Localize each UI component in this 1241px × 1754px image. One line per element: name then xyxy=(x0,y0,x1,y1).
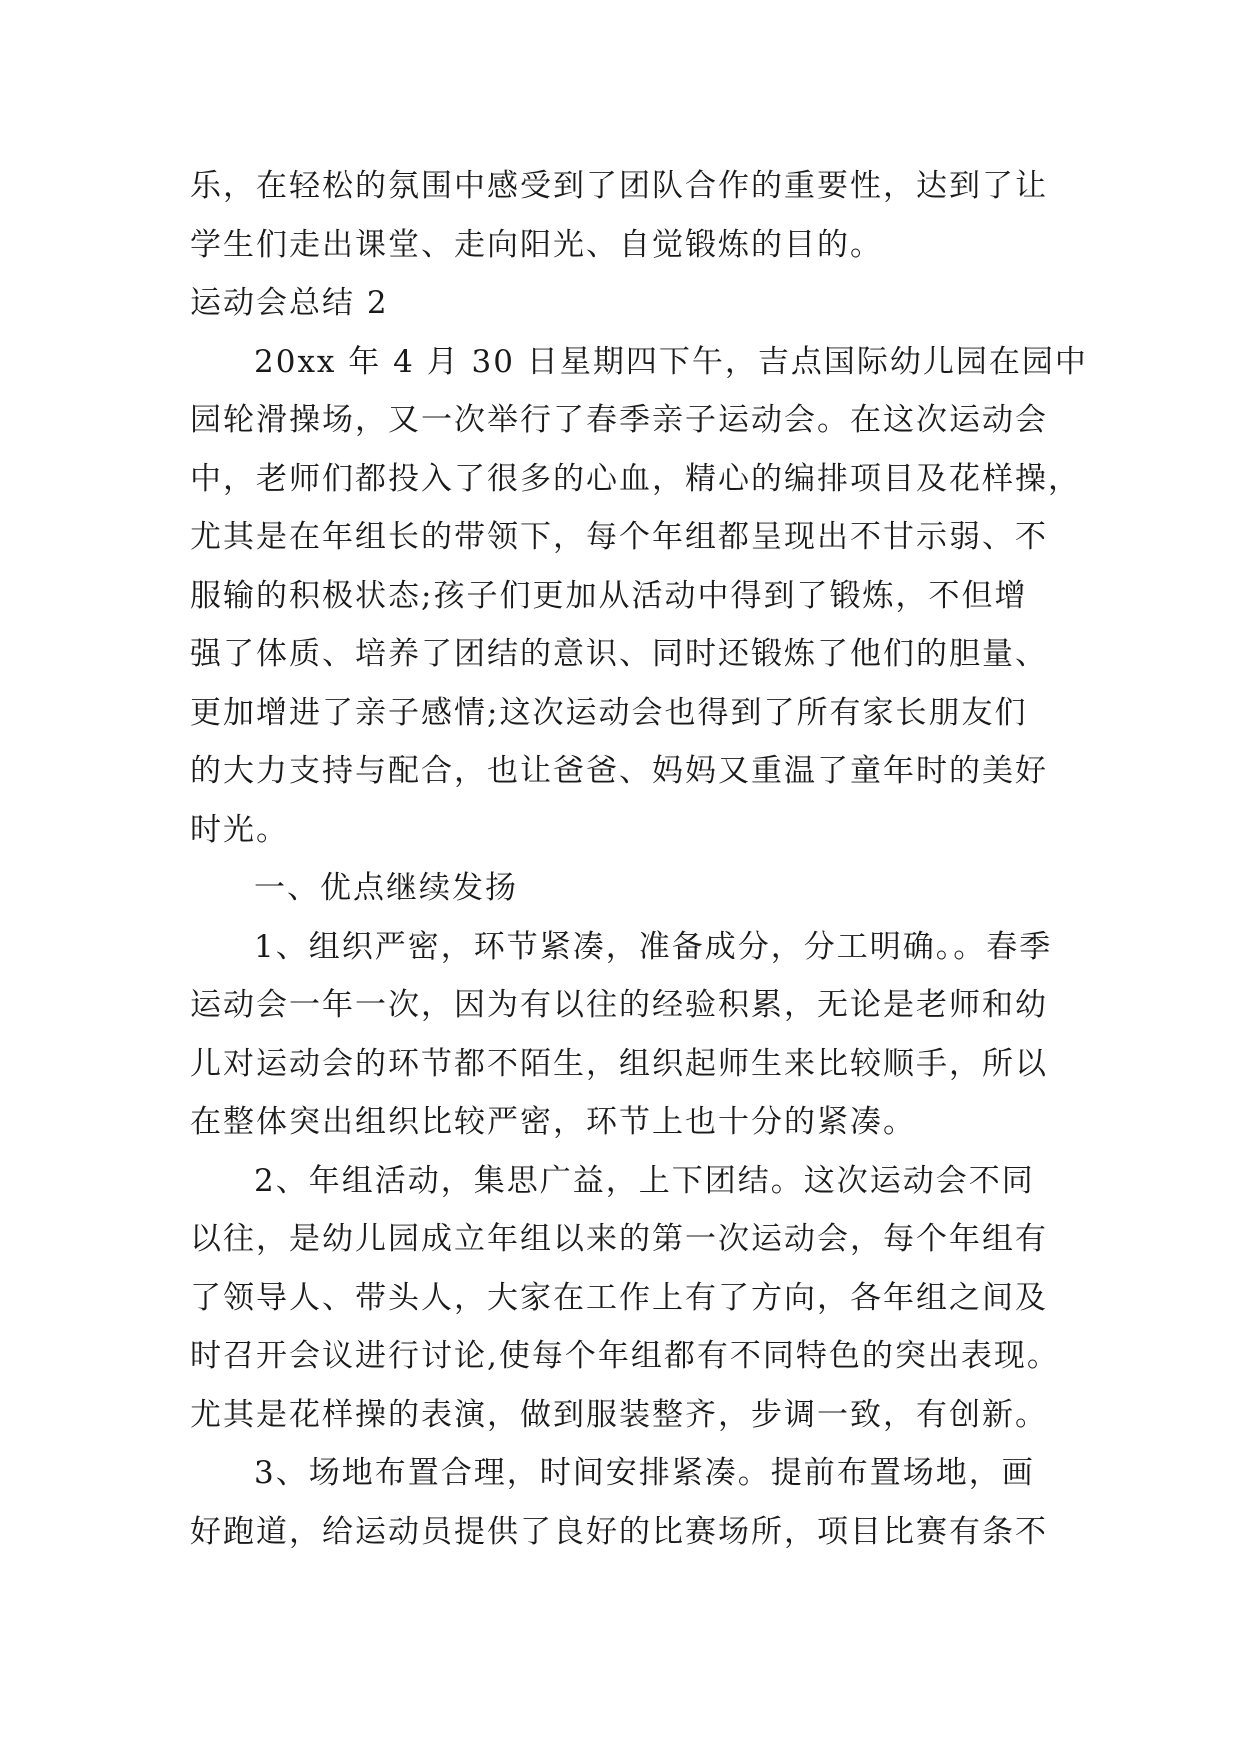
text-line: 园轮滑操场，又一次举行了春季亲子运动会。在这次运动会 xyxy=(190,402,1048,438)
text-line: 的大力支持与配合，也让爸爸、妈妈又重温了童年时的美好 xyxy=(190,753,1048,789)
text-line: 好跑道，给运动员提供了良好的比赛场所，项目比赛有条不 xyxy=(190,1514,1048,1550)
text-line: 运动会一年一次，因为有以往的经验积累，无论是老师和幼 xyxy=(190,987,1048,1023)
section-title: 运动会总结 2 xyxy=(190,285,389,321)
text-line: 尤其是在年组长的带领下，每个年组都呈现出不甘示弱、不 xyxy=(190,519,1048,555)
text-line: 了领导人、带头人，大家在工作上有了方向，各年组之间及 xyxy=(190,1280,1048,1316)
text-line: 儿对运动会的环节都不陌生，组织起师生来比较顺手，所以 xyxy=(190,1046,1048,1082)
text-line: 时召开会议进行讨论,使每个年组都有不同特色的突出表现。 xyxy=(190,1338,1060,1374)
text-line: 服输的积极状态;孩子们更加从活动中得到了锻炼，不但增 xyxy=(190,578,1028,614)
text-line: 2、年组活动，集思广益，上下团结。这次运动会不同 xyxy=(254,1163,1035,1199)
text-line: 在整体突出组织比较严密，环节上也十分的紧凑。 xyxy=(190,1104,916,1140)
subheading: 一、优点继续发扬 xyxy=(254,870,518,906)
text-line: 以往，是幼儿园成立年组以来的第一次运动会，每个年组有 xyxy=(190,1221,1048,1257)
text-line: 强了体质、培养了团结的意识、同时还锻炼了他们的胆量、 xyxy=(190,636,1048,672)
text-line: 3、场地布置合理，时间安排紧凑。提前布置场地，画 xyxy=(254,1455,1035,1491)
text-line: 乐，在轻松的氛围中感受到了团队合作的重要性，达到了让 xyxy=(190,168,1048,204)
text-line: 1、组织严密，环节紧凑，准备成分，分工明确。。春季 xyxy=(254,929,1053,965)
text-line: 更加增进了亲子感情;这次运动会也得到了所有家长朋友们 xyxy=(190,695,1028,731)
text-line: 尤其是花样操的表演，做到服装整齐，步调一致，有创新。 xyxy=(190,1397,1048,1433)
text-line: 中，老师们都投入了很多的心血，精心的编排项目及花样操， xyxy=(190,461,1081,497)
text-line: 20xx 年 4 月 30 日星期四下午，吉点国际幼儿园在园中 xyxy=(254,344,1088,380)
text-line: 学生们走出课堂、走向阳光、自觉锻炼的目的。 xyxy=(190,227,883,263)
text-line: 时光。 xyxy=(190,812,289,848)
